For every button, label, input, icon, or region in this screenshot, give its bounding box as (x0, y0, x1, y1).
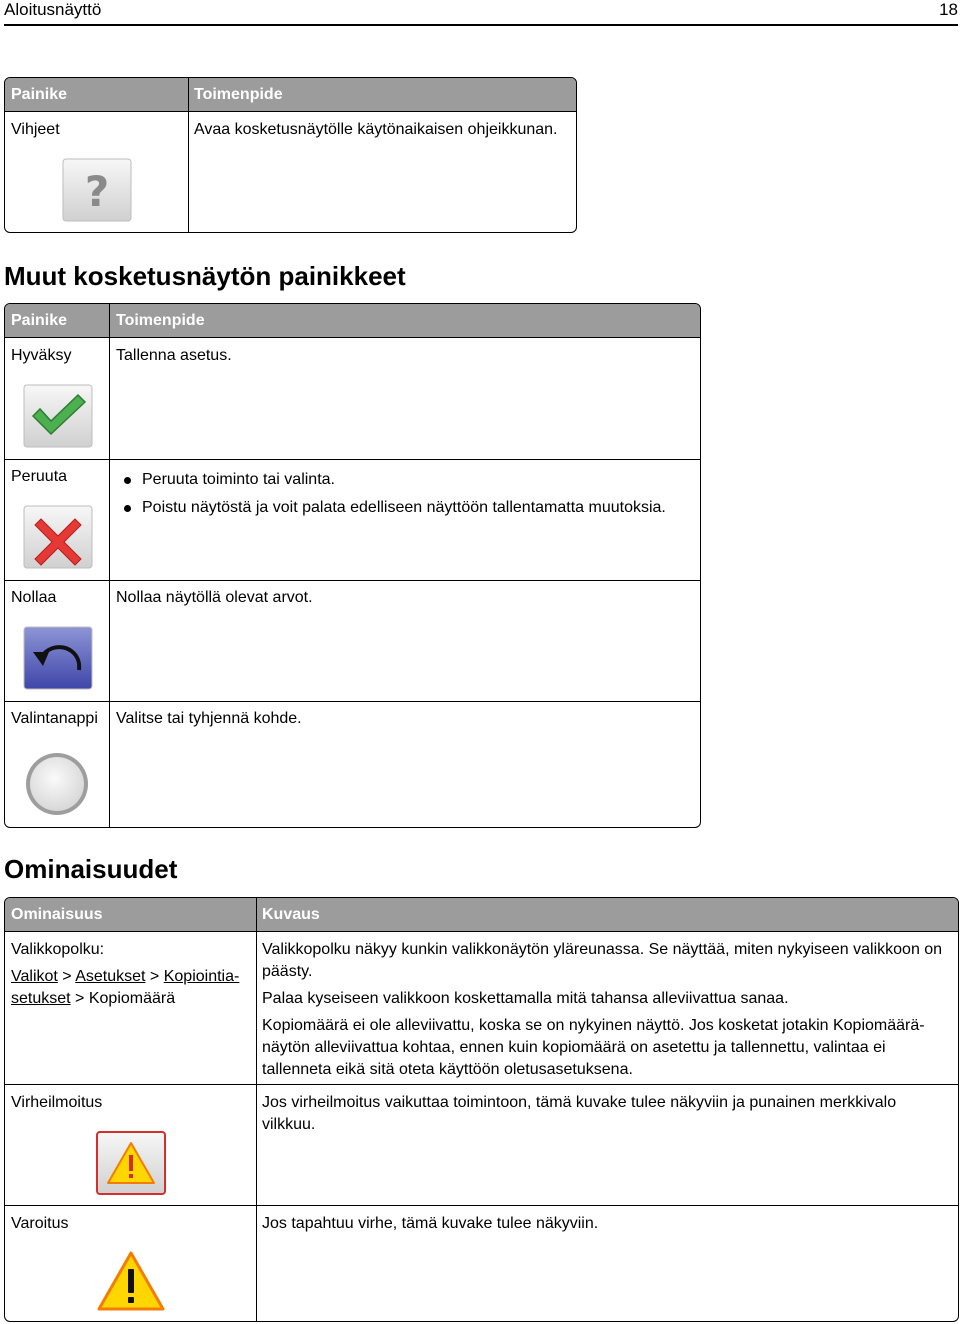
feature-description: Jos tapahtuu virhe, tämä kuvake tulee näkyviin. (262, 1215, 599, 1232)
button-name: Peruuta (11, 468, 68, 485)
help-button-table (4, 77, 577, 233)
breadcrumb-current: Kopiomäärä (88, 990, 176, 1007)
table-header (5, 78, 576, 112)
column-header-action: Toimenpide (116, 312, 205, 329)
column-header-button: Painike (11, 312, 68, 329)
button-action: Valitse tai tyhjennä kohde. (116, 710, 302, 727)
error-warning-icon (96, 1131, 166, 1200)
breadcrumb-link-copy-settings[interactable]: Kopiointia- (163, 968, 240, 985)
svg-text:?: ? (84, 167, 110, 216)
breadcrumb-link-copy-settings-cont[interactable]: setukset (11, 990, 71, 1007)
warning-triangle-icon (96, 1249, 166, 1318)
table-header (5, 898, 958, 932)
menu-path-label: Valikkopolku: (11, 941, 105, 958)
button-action: Tallenna asetus. (116, 347, 232, 364)
button-action-list (116, 466, 696, 522)
list-item: Peruuta toiminto tai valinta. (116, 466, 696, 494)
page-number: 18 (939, 0, 958, 19)
section-title-features: Ominaisuudet (4, 854, 178, 884)
feature-name (11, 939, 251, 1010)
column-header-action: Toimenpide (194, 86, 283, 103)
feature-description: Jos virheilmoitus vaikuttaa toimintoon, tämä kuvake tulee näkyviin ja punainen merkkivalo vilkkuu. (262, 1094, 897, 1133)
breadcrumb-separator: > (75, 990, 85, 1007)
column-header-feature: Ominaisuus (11, 906, 103, 923)
section-title-other-buttons: Muut kosketusnäytön painikkeet (4, 261, 406, 291)
column-header-button: Painike (11, 86, 68, 103)
feature-description (262, 939, 952, 1086)
breadcrumb-link-menus[interactable]: Valikot (11, 968, 58, 985)
button-name: Valintanappi (11, 710, 98, 727)
help-icon (62, 158, 132, 227)
breadcrumb-separator: > (149, 968, 160, 985)
feature-name: Varoitus (11, 1215, 69, 1232)
list-item: Poistu näytöstä ja voit palata edelliseen näyttöön tallentamatta muutoksia. (116, 494, 696, 522)
description-paragraph: Palaa kyseiseen valikkoon koskettamalla mitä tahansa alleviivattua sanaa. (262, 990, 789, 1007)
reset-arrow-icon (23, 626, 93, 695)
description-paragraph: Valikkopolku näkyy kunkin valikkonäytön yläreunassa. Se näyttää, miten nykyiseen valikkoon on päästy. (262, 941, 943, 980)
button-action: Nollaa näytöllä olevat arvot. (116, 589, 313, 606)
radio-button-icon (23, 750, 91, 823)
breadcrumb-separator: > (62, 968, 72, 985)
cancel-x-icon (23, 505, 93, 574)
page-header (4, 0, 958, 26)
button-action: Avaa kosketusnäytölle käytönaikaisen ohjeikkunan. (194, 121, 558, 138)
button-name: Hyväksy (11, 347, 72, 364)
button-name: Vihjeet (11, 121, 60, 138)
checkmark-icon (23, 384, 93, 453)
breadcrumb-link-settings[interactable]: Asetukset (75, 968, 146, 985)
other-buttons-table (4, 303, 701, 828)
column-header-description: Kuvaus (262, 906, 320, 923)
feature-name: Virheilmoitus (11, 1094, 103, 1111)
description-paragraph: Kopiomäärä ei ole alleviivattu, koska se on nykyinen näyttö. Jos kosketat jotakin Kopiomäärä-näytön alleviivattua kohtaa, ennen kuin kopiomäärä on asetettu ja tallennettu, valintaa ei tallenneta eikä sitä oteta käyttöön oletusasetuksena. (262, 1017, 925, 1078)
page-header-title: Aloitusnäyttö (4, 0, 102, 19)
button-name: Nollaa (11, 589, 57, 606)
features-table (4, 897, 959, 1322)
